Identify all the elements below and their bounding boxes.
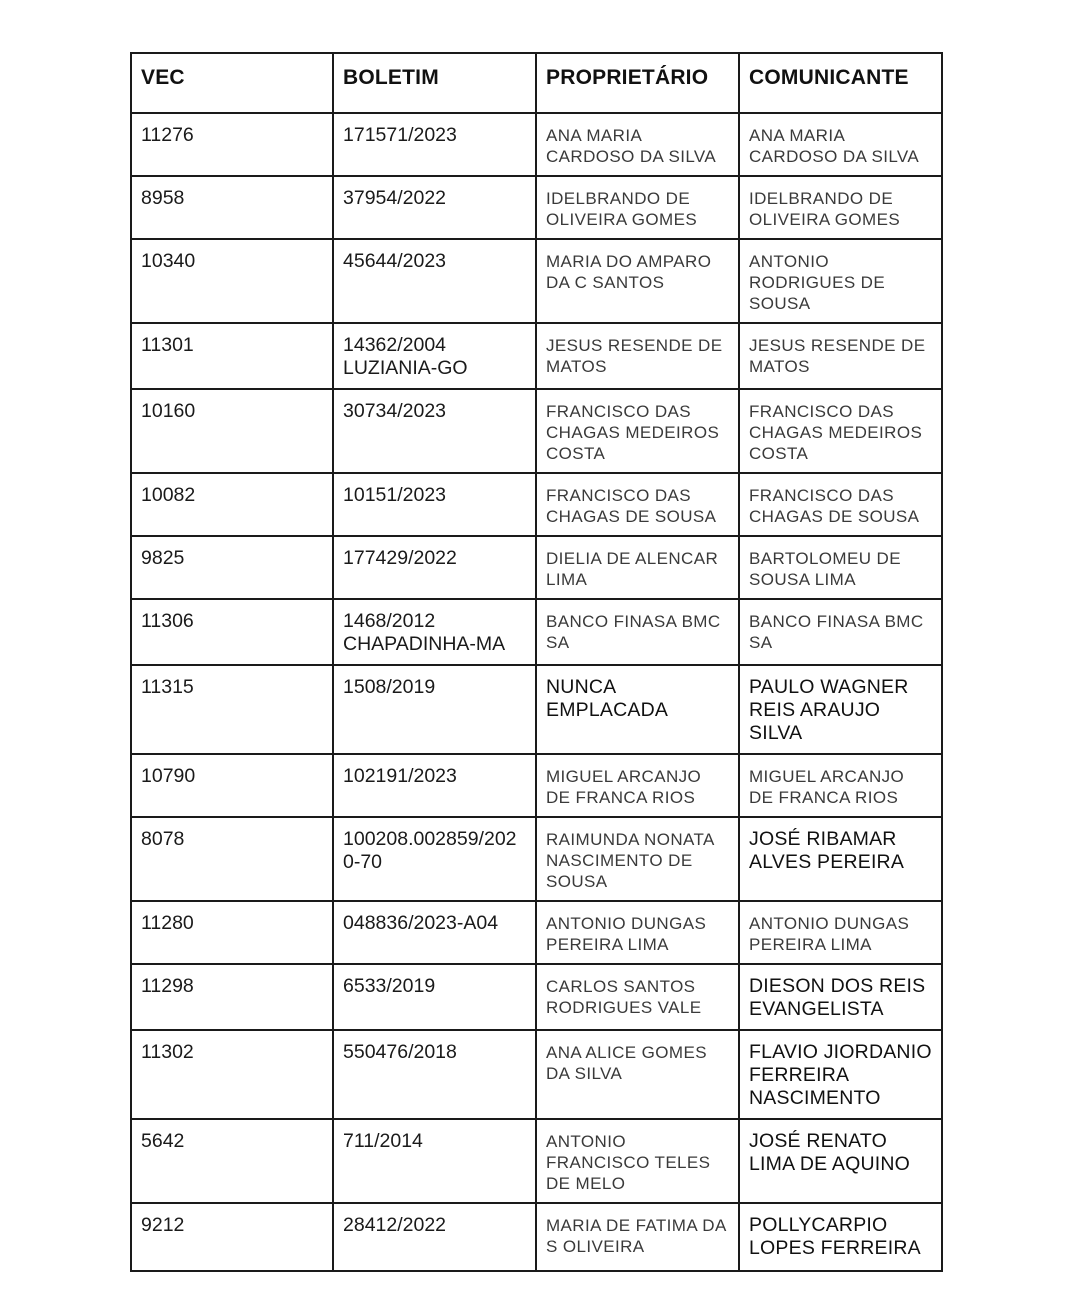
cell-boletim: 171571/2023 xyxy=(333,113,536,176)
cell-boletim: 30734/2023 xyxy=(333,389,536,473)
cell-vec: 8958 xyxy=(131,176,333,239)
table-row xyxy=(131,1119,942,1203)
cell-comunicante: PAULO WAGNER REIS ARAUJO SILVA xyxy=(739,665,942,754)
cell-proprietario: ANA ALICE GOMES DA SILVA xyxy=(536,1030,739,1119)
cell-boletim: 28412/2022 xyxy=(333,1203,536,1271)
cell-proprietario: BANCO FINASA BMC SA xyxy=(536,599,739,665)
cell-comunicante: FLAVIO JIORDANIO FERREIRA NASCIMENTO xyxy=(739,1030,942,1119)
cell-proprietario: ANTONIO FRANCISCO TELES DE MELO xyxy=(536,1119,739,1203)
cell-proprietario: ANA MARIA CARDOSO DA SILVA xyxy=(536,113,739,176)
cell-boletim: 711/2014 xyxy=(333,1119,536,1203)
cell-proprietario: IDELBRANDO DE OLIVEIRA GOMES xyxy=(536,176,739,239)
table-row xyxy=(131,113,942,176)
cell-proprietario: MARIA DO AMPARO DA C SANTOS xyxy=(536,239,739,323)
cell-boletim: 37954/2022 xyxy=(333,176,536,239)
cell-vec: 11280 xyxy=(131,901,333,964)
cell-comunicante: POLLYCARPIO LOPES FERREIRA xyxy=(739,1203,942,1271)
cell-comunicante: MIGUEL ARCANJO DE FRANCA RIOS xyxy=(739,754,942,817)
cell-proprietario: CARLOS SANTOS RODRIGUES VALE xyxy=(536,964,739,1030)
cell-proprietario: FRANCISCO DAS CHAGAS DE SOUSA xyxy=(536,473,739,536)
table-row xyxy=(131,817,942,901)
cell-boletim: 14362/2004 LUZIANIA-GO xyxy=(333,323,536,389)
cell-comunicante: ANTONIO RODRIGUES DE SOUSA xyxy=(739,239,942,323)
cell-comunicante: FRANCISCO DAS CHAGAS DE SOUSA xyxy=(739,473,942,536)
cell-boletim: 102191/2023 xyxy=(333,754,536,817)
cell-boletim: 45644/2023 xyxy=(333,239,536,323)
cell-vec: 8078 xyxy=(131,817,333,901)
table-row xyxy=(131,473,942,536)
header-comunicante: COMUNICANTE xyxy=(739,53,942,113)
cell-boletim: 1468/2012 CHAPADINHA-MA xyxy=(333,599,536,665)
cell-vec: 10082 xyxy=(131,473,333,536)
table-row xyxy=(131,964,942,1030)
cell-comunicante: BANCO FINASA BMC SA xyxy=(739,599,942,665)
table-row xyxy=(131,1030,942,1119)
cell-vec: 9825 xyxy=(131,536,333,599)
table-header-row xyxy=(131,53,942,113)
header-proprietario: PROPRIETÁRIO xyxy=(536,53,739,113)
cell-vec: 5642 xyxy=(131,1119,333,1203)
cell-vec: 9212 xyxy=(131,1203,333,1271)
cell-proprietario: FRANCISCO DAS CHAGAS MEDEIROS COSTA xyxy=(536,389,739,473)
cell-comunicante: ANTONIO DUNGAS PEREIRA LIMA xyxy=(739,901,942,964)
cell-comunicante: JOSÉ RENATO LIMA DE AQUINO xyxy=(739,1119,942,1203)
table-row xyxy=(131,1203,942,1271)
header-vec: VEC xyxy=(131,53,333,113)
cell-comunicante: JOSÉ RIBAMAR ALVES PEREIRA xyxy=(739,817,942,901)
table-row xyxy=(131,536,942,599)
cell-vec: 11301 xyxy=(131,323,333,389)
cell-vec: 10160 xyxy=(131,389,333,473)
cell-boletim: 550476/2018 xyxy=(333,1030,536,1119)
table-row xyxy=(131,665,942,754)
cell-comunicante: BARTOLOMEU DE SOUSA LIMA xyxy=(739,536,942,599)
cell-vec: 10340 xyxy=(131,239,333,323)
cell-proprietario: ANTONIO DUNGAS PEREIRA LIMA xyxy=(536,901,739,964)
cell-vec: 11306 xyxy=(131,599,333,665)
cell-comunicante: DIESON DOS REIS EVANGELISTA xyxy=(739,964,942,1030)
cell-boletim: 10151/2023 xyxy=(333,473,536,536)
table-row xyxy=(131,323,942,389)
cell-vec: 11302 xyxy=(131,1030,333,1119)
cell-comunicante: FRANCISCO DAS CHAGAS MEDEIROS COSTA xyxy=(739,389,942,473)
vehicle-records-table xyxy=(130,52,943,1272)
table-row xyxy=(131,239,942,323)
cell-proprietario: MARIA DE FATIMA DA S OLIVEIRA xyxy=(536,1203,739,1271)
cell-boletim: 048836/2023-A04 xyxy=(333,901,536,964)
cell-comunicante: ANA MARIA CARDOSO DA SILVA xyxy=(739,113,942,176)
table-row xyxy=(131,599,942,665)
cell-boletim: 6533/2019 xyxy=(333,964,536,1030)
cell-boletim: 1508/2019 xyxy=(333,665,536,754)
cell-boletim: 100208.002859/2020-70 xyxy=(333,817,536,901)
table-row xyxy=(131,754,942,817)
cell-comunicante: IDELBRANDO DE OLIVEIRA GOMES xyxy=(739,176,942,239)
header-boletim: BOLETIM xyxy=(333,53,536,113)
cell-vec: 11298 xyxy=(131,964,333,1030)
cell-proprietario: JESUS RESENDE DE MATOS xyxy=(536,323,739,389)
cell-proprietario: RAIMUNDA NONATA NASCIMENTO DE SOUSA xyxy=(536,817,739,901)
cell-proprietario: NUNCA EMPLACADA xyxy=(536,665,739,754)
table-row xyxy=(131,176,942,239)
cell-boletim: 177429/2022 xyxy=(333,536,536,599)
cell-comunicante: JESUS RESENDE DE MATOS xyxy=(739,323,942,389)
cell-proprietario: DIELIA DE ALENCAR LIMA xyxy=(536,536,739,599)
cell-vec: 11315 xyxy=(131,665,333,754)
table-row xyxy=(131,389,942,473)
cell-vec: 10790 xyxy=(131,754,333,817)
cell-vec: 11276 xyxy=(131,113,333,176)
table-row xyxy=(131,901,942,964)
cell-proprietario: MIGUEL ARCANJO DE FRANCA RIOS xyxy=(536,754,739,817)
